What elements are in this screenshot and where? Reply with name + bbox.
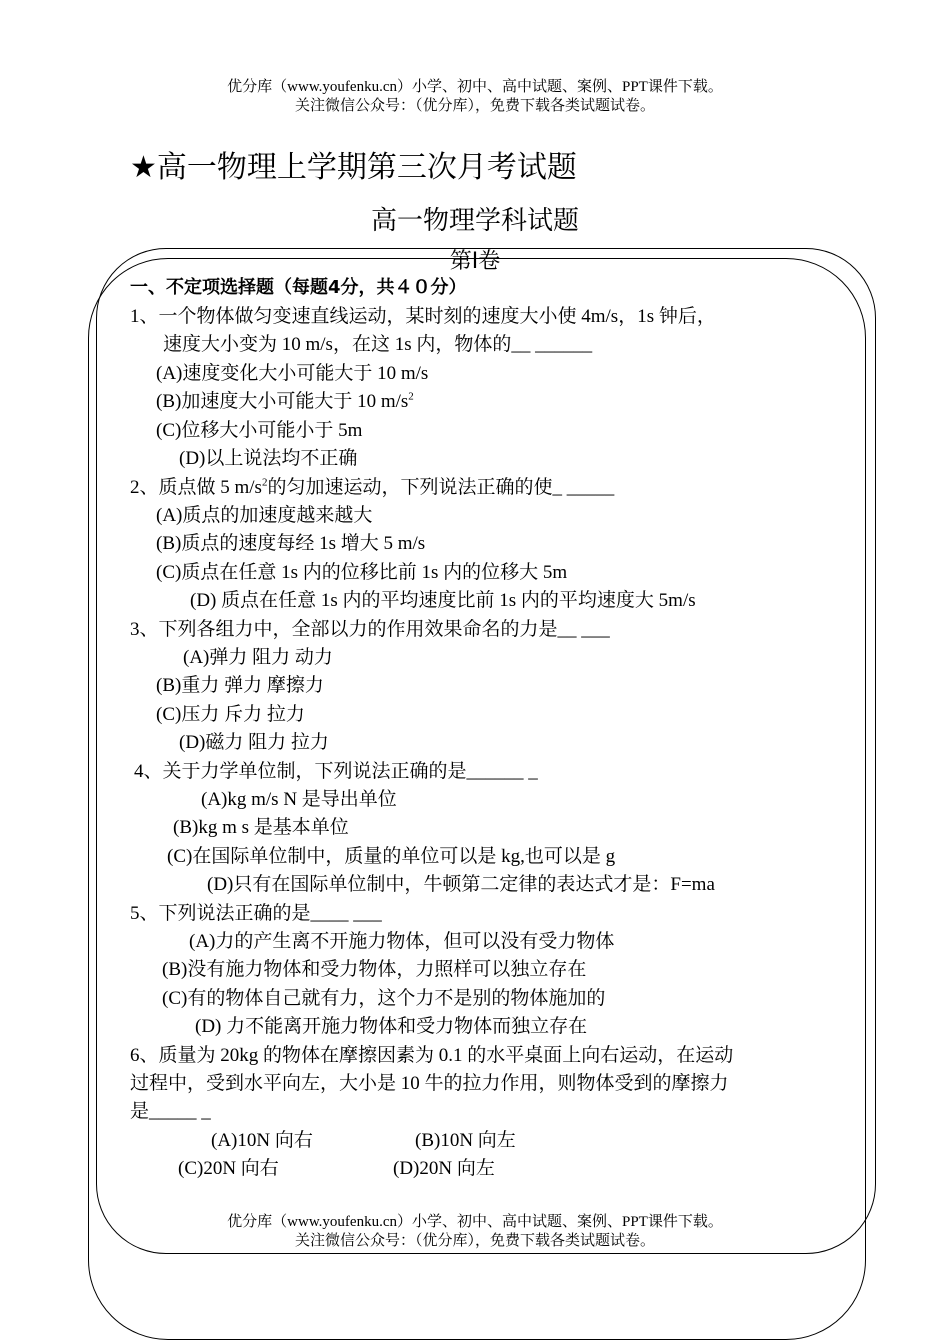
footer-line-2: 关注微信公众号：（优分库），免费下载各类试题试卷。 <box>294 1233 655 1249</box>
q4-option-d: (D)只有在国际单位制中，牛顿第二定律的表达式才是：F=ma <box>207 874 715 895</box>
volume-label: 第Ⅰ卷 <box>449 249 501 274</box>
q3-option-c: (C)压力 斥力 拉力 <box>156 704 305 725</box>
q6-option-b: (B)10N 向左 <box>415 1130 516 1151</box>
q2-stem: 2、质点做 5 $m/s^2$的匀加速运动，下列说法正确的使_ _____ <box>130 476 615 498</box>
footer-line-1: 优分库（www.youfenku.cn）小学、初中、高中试题、案例、PPT课件下载。 <box>227 1214 723 1230</box>
q3-option-b: (B)重力 弹力 摩擦力 <box>156 675 324 696</box>
q4-stem: 4、关于力学单位制，下列说法正确的是______ _ <box>134 761 538 782</box>
q2-stem-superscript: 2 <box>261 476 268 489</box>
header-line-2: 关注微信公众号：（优分库），免费下载各类试题试卷。 <box>294 98 655 114</box>
q1-option-d: (D)以上说法均不正确 <box>179 448 358 469</box>
q1-option-c: (C)位移大小可能小于 5m <box>156 420 363 441</box>
q6-stem-line-2: 过程中，受到水平向左，大小是 10 牛的拉力作用，则物体受到的摩擦力 <box>130 1073 729 1094</box>
page-subtitle: 高一物理学科试题 <box>370 206 579 236</box>
q3-stem: 3、下列各组力中，全部以力的作用效果命名的力是__ ___ <box>130 619 610 640</box>
q2-option-c: (C)质点在任意 1s 内的位移比前 1s 内的位移大 5m <box>156 562 568 583</box>
q4-option-a: (A)kg m/s N 是导出单位 <box>201 789 397 810</box>
q5-stem: 5、下列说法正确的是____ ___ <box>130 903 382 924</box>
q6-stem-line-1: 6、质量为 20kg 的物体在摩擦因素为 0.1 的水平桌面上向右运动，在运动 <box>130 1045 734 1066</box>
q6-option-d: (D)20N 向左 <box>393 1158 495 1179</box>
q5-option-d: (D) 力不能离开施力物体和受力物体而独立存在 <box>195 1016 588 1037</box>
q6-stem-line-3: 是_____ _ <box>130 1101 211 1122</box>
q2-option-a: (A)质点的加速度越来越大 <box>156 505 373 526</box>
q1-option-b: (B)加速度大小可能大于 10 $m/s^2$ <box>156 390 414 412</box>
q4-option-b: (B)kg m s 是基本单位 <box>173 817 349 838</box>
q3-option-d: (D)磁力 阻力 拉力 <box>179 732 329 753</box>
q5-option-b: (B)没有施力物体和受力物体，力照样可以独立存在 <box>162 959 587 980</box>
header-line-1: 优分库（www.youfenku.cn）小学、初中、高中试题、案例、PPT课件下载。 <box>227 79 723 95</box>
q3-option-a: (A)弹力 阻力 动力 <box>183 647 333 668</box>
q2-option-b: (B)质点的速度每经 1s 增大 5 m/s <box>156 533 426 554</box>
section-heading: 一、不定项选择题（每题4分，共４０分） <box>130 277 467 298</box>
q6-option-c: (C)20N 向右 <box>178 1158 279 1179</box>
q1-option-a: (A)速度变化大小可能大于 10 m/s <box>156 363 429 384</box>
q1-stem-line-2: 速度大小变为 10 m/s，在这 1s 内，物体的__ ______ <box>163 334 593 355</box>
q5-option-c: (C)有的物体自己就有力，这个力不是别的物体施加的 <box>162 988 606 1009</box>
q1-option-b-superscript: 2 <box>408 390 414 403</box>
q2-option-d: (D) 质点在任意 1s 内的平均速度比前 1s 内的平均速度大 5m/s <box>190 590 696 611</box>
q5-option-a: (A)力的产生离不开施力物体，但可以没有受力物体 <box>189 931 615 952</box>
page-title: ★高一物理上学期第三次月考试题 <box>130 150 577 185</box>
q6-option-a: (A)10N 向右 <box>211 1130 313 1151</box>
q1-stem-line-1: 1、一个物体做匀变速直线运动，某时刻的速度大小使 4m/s，1s 钟后， <box>130 306 716 327</box>
q4-option-c: (C)在国际单位制中，质量的单位可以是 kg,也可以是 g <box>167 846 616 867</box>
